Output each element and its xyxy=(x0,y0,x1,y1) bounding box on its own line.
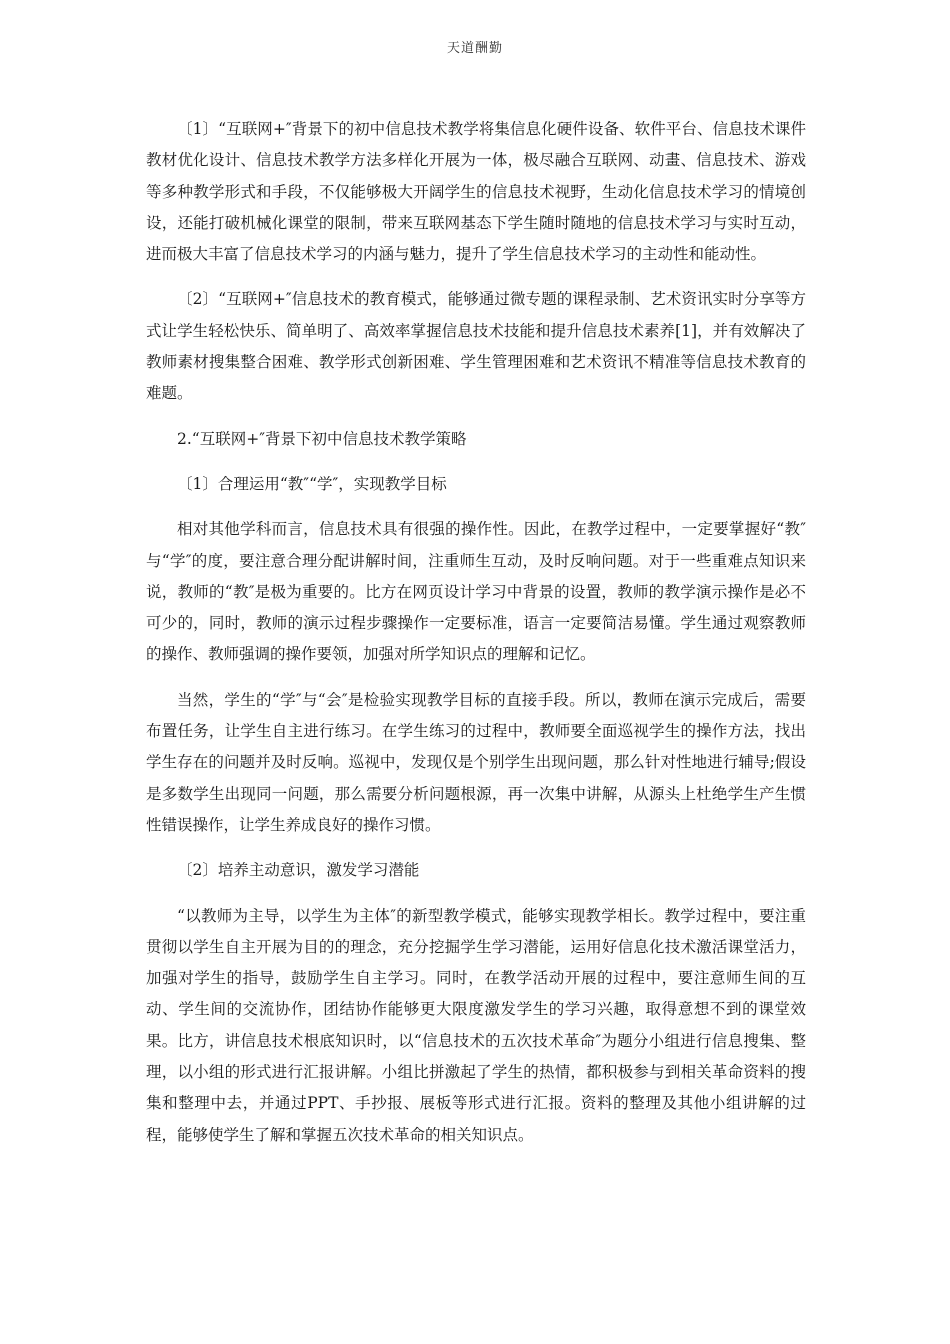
subsection-heading-2: 〔2〕培养主动意识，激发学习潜能 xyxy=(177,861,420,880)
subsection-heading-1: 〔1〕合理运用“教″“学″，实现教学目标 xyxy=(177,474,447,493)
page-header: 天道酬勤 xyxy=(446,41,503,56)
paragraph-3: 相对其他学科而言，信息技术具有很强的操作性。因此，在教学过程中，一定要掌握好“教″与“学″的度，要注意合理分配讲解时间，注重师生互动，及时反响问题。对于一些重难点知识来说，教师的“教″是极为重要的。比方在网页设计学习中背景的设置，教师的教学演示操作是必不可少的，同时，教师的演示过程步骤操作一定要标准，语言一定要简洁易懂。学生通过观察教师的操作、教师强调的操作要领，加强对所学知识点的理解和记忆。 xyxy=(146,520,806,664)
paragraph-1: 〔1〕“互联网+″背景下的初中信息技术教学将集信息化硬件设备、软件平台、信息技术课件教材优化设计、信息技术教学方法多样化开展为一体，极尽融合互联网、动畫、信息技术、游戏等多种教学形式和手段，不仅能够极大开阔学生的信息技术视野，生动化信息技术学习的情境创设，还能打破机械化课堂的限制，带来互联网基态下学生随时随地的信息技术学习与实时互动，进而极大丰富了信息技术学习的内涵与魅力，提升了学生信息技术学习的主动性和能动性。 xyxy=(146,120,806,264)
paragraph-4: 当然，学生的“学″与“会″是检验实现教学目标的直接手段。所以，教师在演示完成后，需要布置任务，让学生自主进行练习。在学生练习的过程中，教师要全面巡视学生的操作方法，找出学生存在的问题并及时反响。巡视中，发现仅是个别学生出现问题，那么针对性地进行辅导;假设是多数学生出现同一问题，那么需要分析问题根源，再一次集中讲解，从源头上杜绝学生产生惯性错误操作，让学生养成良好的操作习惯。 xyxy=(146,690,806,834)
paragraph-5: “以教师为主导，以学生为主体″的新型教学模式，能够实现教学相长。教学过程中，要注重贯彻以学生自主开展为目的的理念，充分挖掘学生学习潜能，运用好信息化技术激活课堂活力，加强对学生的指导，鼓励学生自主学习。同时，在教学活动开展的过程中，要注意师生间的互动、学生间的交流协作，团结协作能够更大限度激发学生的学习兴趣，取得意想不到的课堂效果。比方，讲信息技术根底知识时，以“信息技术的五次技术革命″为题分小组进行信息搜集、整理，以小组的形式进行汇报讲解。小组比拼激起了学生的热情，都积极参与到相关革命资料的搜集和整理中去，并通过PPT、手抄报、展板等形式进行汇报。资料的整理及其他小组讲解的过程，能够使学生了解和掌握五次技术革命的相关知识点。 xyxy=(146,906,806,1144)
section-heading-2: 2.“互联网+″背景下初中信息技术教学策略 xyxy=(177,429,467,448)
paragraph-2: 〔2〕“互联网+″信息技术的教育模式，能够通过微专题的课程录制、艺术资讯实时分享等方式让学生轻松快乐、简单明了、高效率掌握信息技术技能和提升信息技术素养[1]，并有效解决了教师素材搜集整合困难、教学形式创新困难、学生管理困难和艺术资讯不精准等信息技术教育的难题。 xyxy=(146,290,806,403)
document-body xyxy=(146,114,806,1165)
